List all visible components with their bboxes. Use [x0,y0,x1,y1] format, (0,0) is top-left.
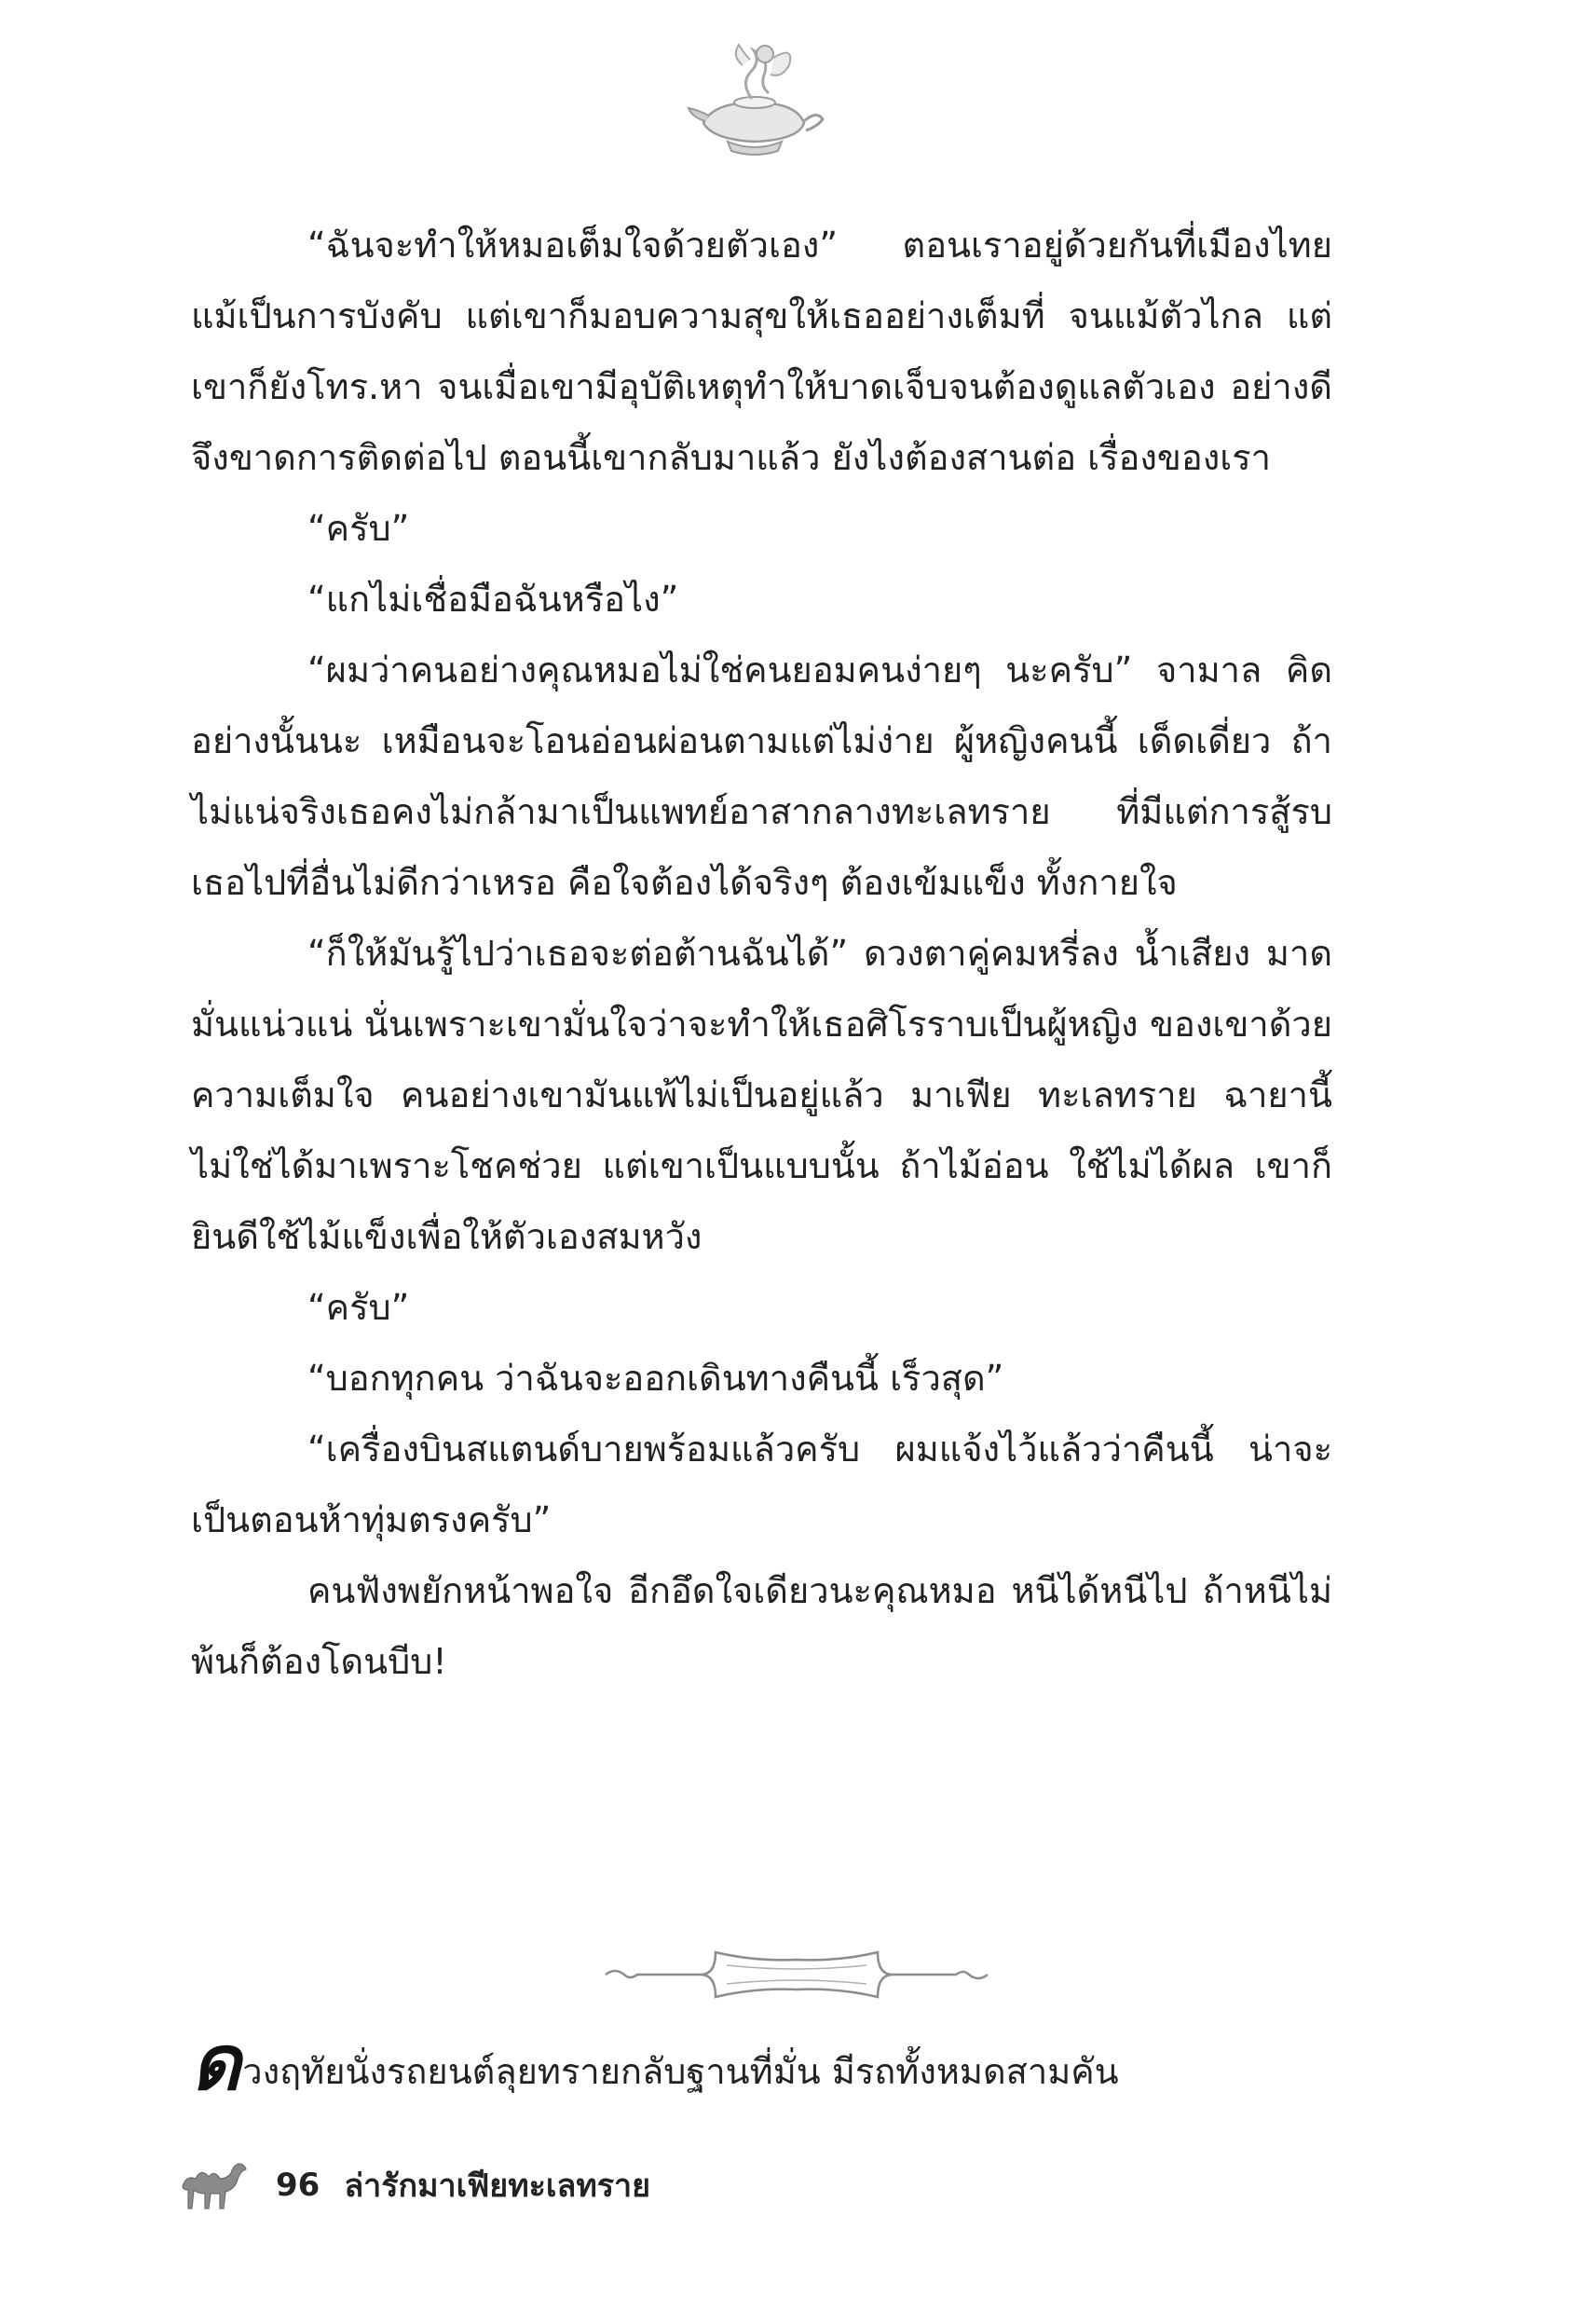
body-text [191,210,1332,1697]
paragraph: “ครับ” [307,1287,410,1328]
scroll-divider-ornament [596,1934,997,2017]
paragraph: “ฉันจะทำให้หมอเต็มใจด้วยตัวเอง” ตอนเราอยู่ด้วยกันที่เมืองไทย แม้เป็นการบังคับ แต่เขาก็มอบความสุขให้เธออย่างเต็มที่ จนแม้ตัวไกล แต่เขาก็ยังโทร.หา จนเมื่อเขามีอุบัติเหตุทำให้บาดเจ็บจนต้องดูแลตัวเอง อย่างดี จึงขาดการติดต่อไป ตอนนี้เขากลับมาแล้ว ยังไงต้องสานต่อ เรื่องของเรา [191,225,1332,478]
paragraph: “ผมว่าคนอย่างคุณหมอไม่ใช่คนยอมคนง่ายๆ นะครับ” จามาล คิดอย่างนั้นนะ เหมือนจะโอนอ่อนผ่อนตามแต่ไม่ง่าย ผู้หญิงคนนี้ เด็ดเดี่ยว ถ้าไม่แน่จริงเธอคงไม่กล้ามาเป็นแพทย์อาสากลางทะเลทราย ที่มีแต่การสู้รบ เธอไปที่อื่นไม่ดีกว่าเหรอ คือใจต้องได้จริงๆ ต้องเข้มแข็ง ทั้งกายใจ [191,650,1332,903]
paragraph: “เครื่องบินสแตนด์บายพร้อมแล้วครับ ผมแจ้งไว้แล้วว่าคืนนี้ น่าจะเป็นตอนห้าทุ่มตรงครับ” [191,1429,1332,1540]
chapter-section-paragraph [191,2019,1332,2108]
paragraph: “บอกทุกคน ว่าฉันจะออกเดินทางคืนนี้ เร็วสุด” [307,1358,1004,1399]
paragraph: “แกไม่เชื่อมือฉันหรือไง” [307,579,679,620]
page-number: 96 [276,2167,321,2204]
camel-icon [177,2158,252,2212]
page-footer [177,2157,650,2213]
book-title: ล่ารักมาเฟียทะเลทราย [344,2167,651,2205]
paragraph-text: วงฤทัยนั่งรถยนต์ลุยทรายกลับฐานที่มั่น มีรถทั้งหมดสามคัน [242,2051,1119,2092]
magic-lamp-ornament [685,37,825,158]
paragraph: คนฟังพยักหน้าพอใจ อีกอึดใจเดียวนะคุณหมอ หนีได้หนีไป ถ้าหนีไม่พ้นก็ต้องโดนบีบ! [191,1570,1332,1682]
paragraph: “ครับ” [307,508,410,549]
paragraph: “ก็ให้มันรู้ไปว่าเธอจะต่อต้านฉันได้” ดวงตาคู่คมหรี่ลง น้ำเสียง มาดมั่นแน่วแน่ นั่นเพราะเขามั่นใจว่าจะทำให้เธอศิโรราบเป็นผู้หญิง ของเขาด้วยความเต็มใจ คนอย่างเขามันแพ้ไม่เป็นอยู่แล้ว มาเฟีย ทะเลทราย ฉายานี้ไม่ใช่ได้มาเพราะโชคช่วย แต่เขาเป็นแบบนั้น ถ้าไม้อ่อน ใช้ไม่ได้ผล เขาก็ยินดีใช้ไม้แข็งเพื่อให้ตัวเองสมหวัง [191,933,1332,1257]
drop-cap: ด [191,2019,241,2108]
